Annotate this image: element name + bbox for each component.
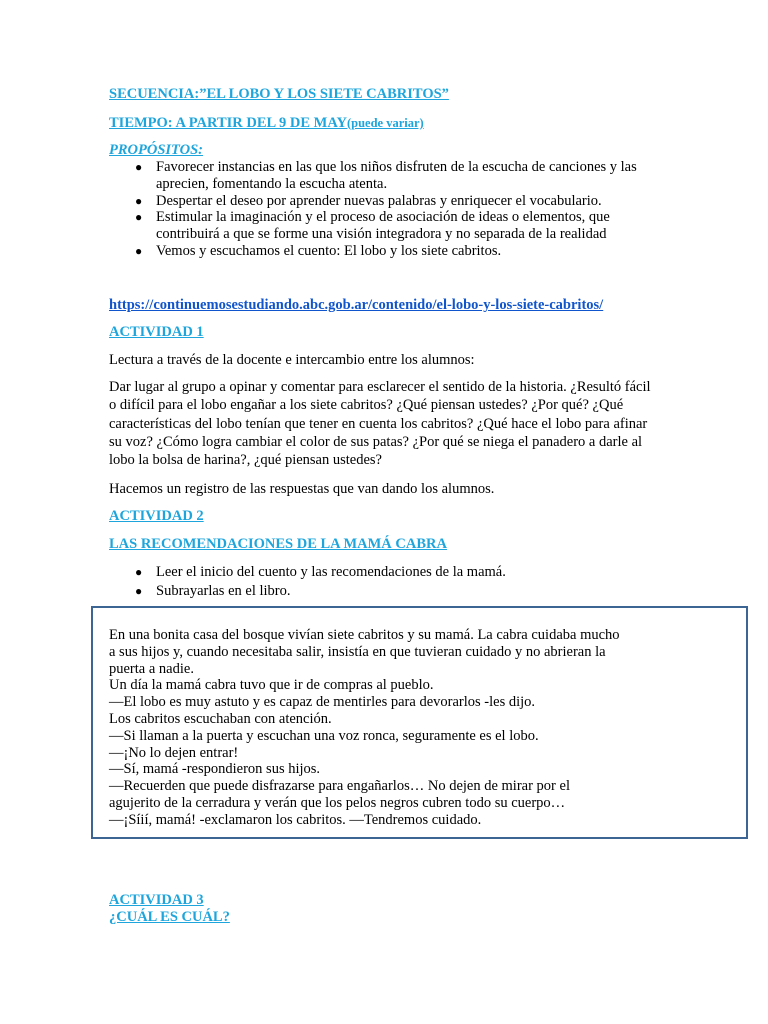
activity2-list [109, 563, 669, 601]
bullet-icon: ● [135, 160, 143, 174]
purpose-item [109, 243, 669, 260]
story-line: En una bonita casa del bosque vivían siete cabritos y su mamá. La cabra cuidaba mucho [109, 627, 620, 643]
time-note: (puede variar) [346, 116, 424, 130]
activity2-item [109, 582, 669, 601]
purpose-item [109, 209, 669, 243]
story-text [109, 627, 669, 829]
activity1-questions: Dar lugar al grupo a opinar y comentar para esclarecer el sentido de la historia. ¿Resultó fácil o difícil para el lobo engañar a los siete cabritos? ¿Qué piensan ustedes? ¿Por qué? ¿Qué características del lobo tenían que tener en cuenta los cabritos? ¿Qué hace el lobo para afinar su voz? ¿Cómo logra cambiar el color de sus patas? ¿Por qué se niega el panadero a darle al lobo la bolsa de harina?, ¿qué piensan ustedes? [109, 379, 651, 469]
activity2-subheading: LAS RECOMENDACIONES DE LA MAMÁ CABRA [109, 536, 447, 552]
purposes-heading: PROPÓSITOS: [109, 142, 203, 158]
activity1-intro: Lectura a través de la docente e intercambio entre los alumnos: [109, 352, 475, 368]
bullet-icon: ● [135, 193, 143, 208]
activity3-heading: ACTIVIDAD 3 [109, 892, 204, 908]
time-label: TIEMPO: A PARTIR DEL 9 DE MAY [109, 115, 347, 131]
purpose-text: Vemos y escuchamos el cuento: El lobo y los siete cabritos. [156, 242, 502, 259]
story-line: Un día la mamá cabra tuvo que ir de compras al pueblo. [109, 677, 434, 694]
purpose-text: Favorecer instancias en las que los niños disfruten de la escucha de canciones y las aprecien, fomentando la escucha atenta. [156, 159, 637, 192]
activity3-subheading: ¿CUÁL ES CUÁL? [109, 909, 230, 925]
bullet-icon: ● [135, 565, 143, 579]
sequence-title: SECUENCIA:”EL LOBO Y LOS SIETE CABRITOS” [109, 86, 449, 102]
activity2-text: Leer el inicio del cuento y las recomendaciones de la mamá. [156, 564, 506, 580]
story-line: —Recuerden que puede disfrazarse para engañarlos… No dejen de mirar por el [109, 778, 570, 795]
purpose-item [109, 193, 669, 210]
story-line: a sus hijos y, cuando necesitaba salir, insistía en que tuvieran cuidado y no abrieran la [109, 643, 606, 660]
activity1-record: Hacemos un registro de las respuestas que van dando los alumnos. [109, 481, 495, 497]
activity1-heading: ACTIVIDAD 1 [109, 324, 204, 340]
bullet-icon: ● [135, 210, 143, 225]
story-link[interactable]: https://continuemosestudiando.abc.gob.ar/contenido/el-lobo-y-los-siete-cabritos/ [109, 297, 604, 313]
bullet-icon: ● [135, 243, 143, 258]
story-line: puerta a nadie. [109, 660, 194, 677]
activity2-text: Subrayarlas en el libro. [156, 583, 291, 599]
story-line: agujerito de la cerradura y verán que los pelos negros cubren todo su cuerpo… [109, 794, 566, 811]
purpose-text: Despertar el deseo por aprender nuevas palabras y enriquecer el vocabulario. [156, 192, 602, 209]
story-line: Los cabritos escuchaban con atención. [109, 710, 332, 727]
purpose-text: Estimular la imaginación y el proceso de asociación de ideas o elementos, que contribuirá a que se forme una visión integradora y no separada de la realidad [156, 209, 610, 243]
purposes-list [109, 159, 669, 260]
story-line: —¡Síií, mamá! -exclamaron los cabritos. —Tendremos cuidado. [109, 811, 482, 828]
bullet-icon: ● [135, 584, 143, 598]
story-line: —¡No lo dejen entrar! [109, 744, 239, 761]
story-line: —Si llaman a la puerta y escuchan una voz ronca, seguramente es el lobo. [109, 727, 539, 744]
story-line: —El lobo es muy astuto y es capaz de mentirles para devorarlos -les dijo. [109, 694, 536, 711]
activity2-item [109, 563, 669, 582]
story-line: —Sí, mamá -respondieron sus hijos. [109, 761, 321, 778]
time-heading [109, 115, 424, 132]
activity2-heading: ACTIVIDAD 2 [109, 508, 204, 524]
purpose-item [109, 159, 669, 193]
